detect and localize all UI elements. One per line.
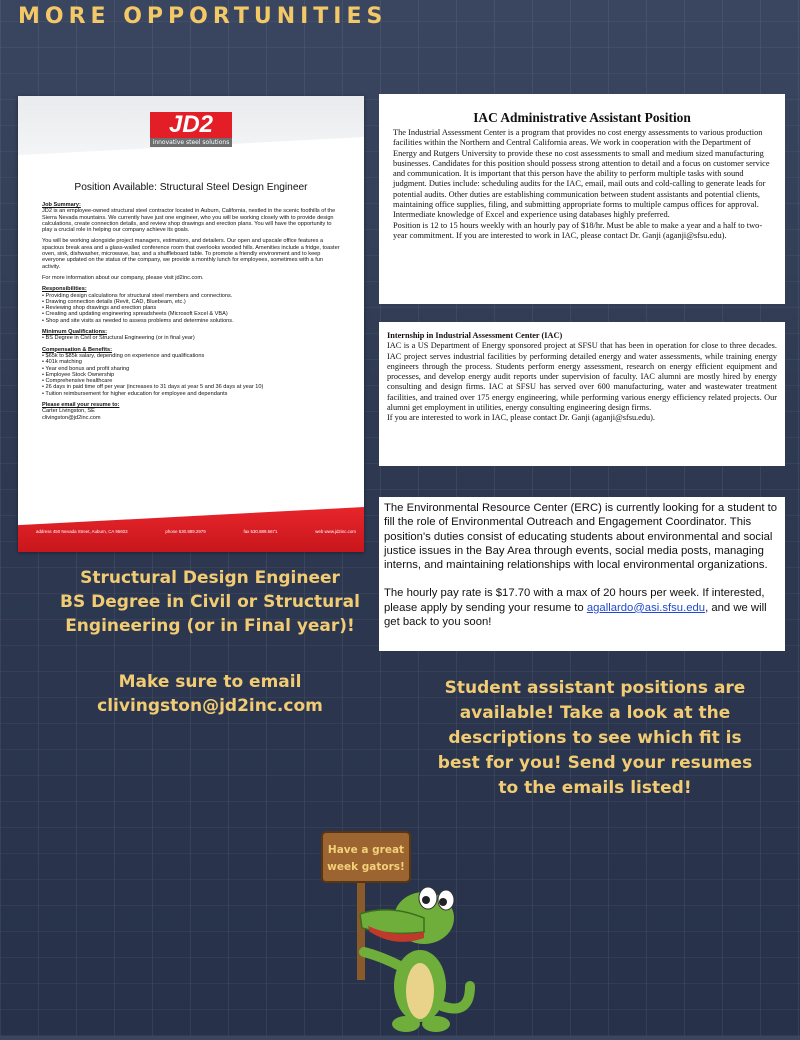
callout-email: clivingston@jd2inc.com [97,696,323,716]
callout-line: Engineering (or in Final year)! [65,616,355,636]
responsibilities-heading: Responsibilities: [42,286,87,293]
list-item: • Tuition reimbursement for higher education for employee and dependants [42,391,342,397]
iac-admin-pay: Position is 12 to 15 hours weekly with an hourly pay of $18/hr. Must be able to make a year and a half to two-year commitment. If you are interested to work in IAC, please contact Dr. Ganji (aganji@sfsu.edu). [393,220,763,240]
benefits-heading: Compensation & Benefits: [42,346,112,353]
list-item: • Year end bonus and profit sharing [42,366,342,372]
jd2-logo-text: JD2 [150,112,232,138]
list-item: • BS Degree in Civil or Structural Engineering (or in final year) [42,335,342,341]
resume-contact-name: Carter Livingston, SE [42,408,95,415]
list-item: • 401k matching [42,359,342,365]
callout-line: BS Degree in Civil or Structural [60,592,360,612]
list-item: • Reviewing shop drawings and erection plans [42,305,342,311]
iac-admin-body: The Industrial Assessment Center is a program that provides no cost energy assessments to various production facilities within the Northern and Central California areas. We work in cooperation with the Department of Energy and Rutgers University to provide these no cost assessments to small and medium sized manufacturing businesses. Candidates for this position should possess strong attention to detail and a focus on customer service and communication. It is important that this person have the ability to perform multiple tasks with sound judgment. Duties include: scheduling audits for the IAC, email, mail outs and cold-calling to generate leads for potential audits. Other duties are establishing communication between student assistants and potential clients, maintaining office supplies, filing, and submitting appropriate forms to multiple campus offices for approval. Intermediate knowledge of Excel and experience using databases highly preferred. [393,128,770,220]
list-item: • Drawing connection details (Revit, CAD, Bluebeam, etc.) [42,299,342,305]
list-item: • $65k to $85k salary, depending on experience and qualifications [42,353,342,359]
footer-address: address 450 Nevada Street, Auburn, CA 95603 [36,529,128,534]
flyer-footer-info [36,529,356,534]
page-title: MORE OPPORTUNITIES [18,4,388,29]
engineer-callout [22,566,398,638]
flyer-title: Position Available: Structural Steel Design Engineer [74,182,308,193]
gator-foot-right [422,1016,450,1032]
sign-text-line2: week gators! [327,861,405,873]
callout-line: descriptions to see which fit is [448,728,742,748]
sign-text-line1: Have a great [327,844,405,856]
erc-body: The Environmental Resource Center (ERC) is currently looking for a student to fill the role of Environmental Outreach and Engagement Coordinator. This position's duties consist of educating students about environmental and social justice issues in the Bay Area through events, social media posts, managing interns, and maintaining relationships with local environmental organizations. [384,502,778,572]
erc-spacer [384,572,780,586]
erc-posting [379,497,785,651]
iac-admin-posting [379,94,785,304]
gator-foot-left [392,1016,420,1032]
iac-admin-title: IAC Administrative Assistant Position [473,110,691,125]
erc-closing: , and we will get back to you soon! [384,601,767,629]
work-description-text: You will be working alongside project managers, estimators, and detailers. Our open and upscale office features a spacious break area and a glass-walled conference room that overlooks wooded hills. Amenities include a fridge, toaster oven, sink, dishwasher, microwave, bar, and a shuffleboard table. To promote a friendly environment and to keep everyone updated on the status of the company, we provide a monthly lunch for employees, sometimes with a fun activity. [42,238,340,270]
iac-intern-title: Internship in Industrial Assessment Center (IAC) [387,331,563,340]
qualifications-list [42,335,342,341]
responsibilities-list [42,293,342,324]
job-summary-heading: Job Summary: [42,202,81,208]
gator-mascot [320,826,480,1036]
jd2-logo-tagline: innovative steel solutions [150,138,232,147]
erc-pay-text: The hourly pay rate is $17.70 with a max of 20 hours per week. If interested, please apply by sending your resume to [384,587,765,614]
jd2-job-flyer [18,96,364,552]
resume-contact-email: clivingston@jd2inc.com [42,414,101,421]
list-item: • Comprehensive healthcare [42,378,342,384]
callout-line: Structural Design Engineer [80,568,340,588]
iac-intern-posting [379,322,785,466]
gator-pupil-left [422,896,430,904]
list-item: • Creating and updating engineering spreadsheets (Microsoft Excel & VBA) [42,311,342,317]
jd2-logo [150,112,232,148]
gator-pupil-right [439,898,447,906]
list-item: • Shop and site visits as needed to assess problems and determine solutions. [42,318,342,324]
benefits-list [42,353,342,397]
sign-board [322,832,410,882]
footer-phone: phone 530.889.2979 [165,529,206,534]
callout-line: available! Take a look at the [459,703,731,723]
callout-line: Student assistant positions are [444,678,746,698]
iac-intern-body: IAC is a US Department of Energy sponsored project at SFSU that has been in operation for close to three decades. IAC project serves industrial facilities by performing detailed energy and water assessments, while training energy engineers through the process. Students perform energy assessment, research on energy efficient equipment and processes, and develop energy audit reports under supervision of faculty. IAC alumni are mostly hired by energy consulting and design firms. IAC at SFSU has served over 600 manufacturing, water and wastewater treatment facilities, and trained over 175 energy engineering, while performing various energy efficiency related projects. Our alumni get employment in utilities, energy consulting engineering design firms. [387,341,777,413]
student-positions-callout [410,676,780,801]
callout-line: to the emails listed! [498,778,692,798]
erc-email-link[interactable]: agallardo@asi.sfsu.edu [586,601,706,614]
qualifications-heading: Minimum Qualifications: [42,329,107,336]
more-info-text: For more information about our company, please visit jd2inc.com. [42,274,204,281]
list-item: • 26 days in paid time off per year (increases to 31 days at year 5 and 36 days at year 10) [42,384,342,390]
resume-heading: Please email your resume to: [42,402,120,409]
callout-line: Make sure to email [118,672,302,692]
gator-illustration [320,826,480,1036]
footer-fax: fax 530.889.5671 [243,529,278,534]
list-item: • Employee Stock Ownership [42,372,342,378]
email-callout [22,670,398,718]
gator-arm [364,952,400,966]
iac-intern-contact: If you are interested to work in IAC, please contact Dr. Ganji (aganji@sfsu.edu). [387,413,655,423]
list-item: • Providing design calculations for structural steel members and connections. [42,293,342,299]
callout-line: best for you! Send your resumes [437,753,753,773]
gator-belly [406,963,434,1019]
footer-web: web www.jd2inc.com [315,529,356,534]
erc-pay [384,586,780,629]
flyer-body [42,202,342,421]
gator-tail [442,986,470,1009]
job-summary-text: JD2 is an employee-owned structural steel contractor located in Auburn, California, nestled in the scenic foothills of the Sierra Nevada mountains. We currently have just one engineer, who you will be working closely with to provide design calculations, create connection details, and review shop drawings and erection plans. You will have the opportunity to play a crucial role in helping our company achieve its goals. [42,208,336,234]
